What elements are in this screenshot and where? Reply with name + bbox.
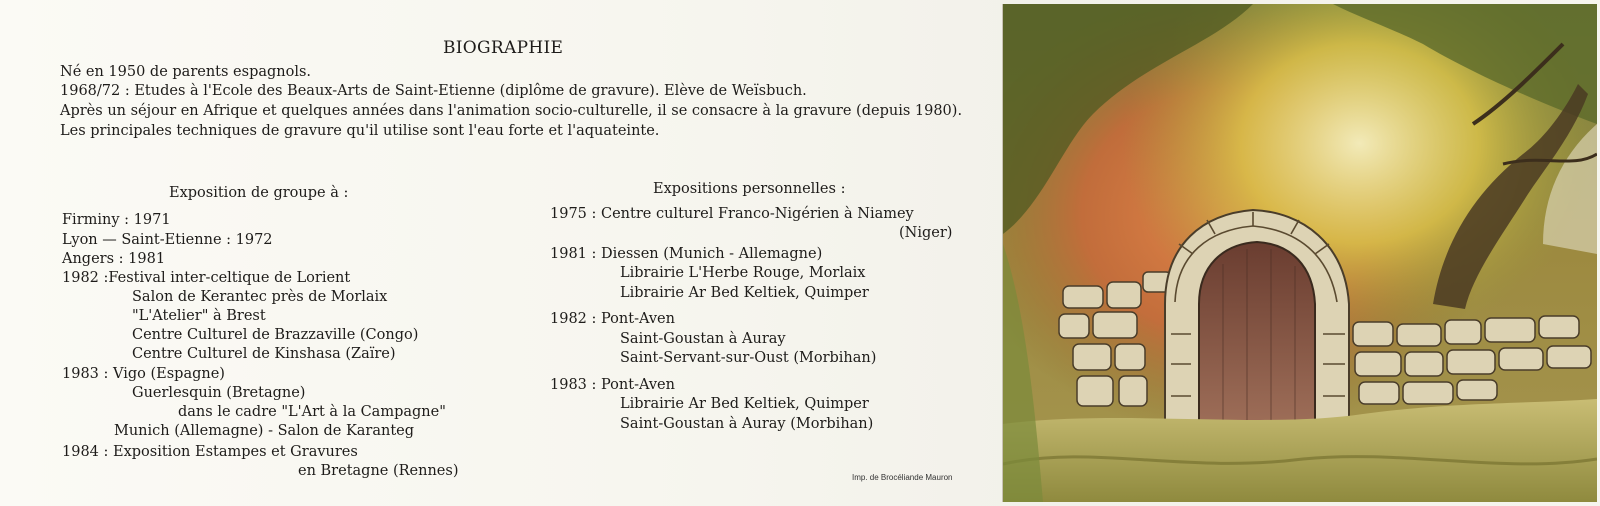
personal-exhibition-line: 1981 : Diessen (Munich - Allemagne) xyxy=(550,246,823,262)
personal-exhibition-line: Saint-Goustan à Auray xyxy=(620,331,786,347)
group-exhibition-line: 1983 : Vigo (Espagne) xyxy=(62,366,225,382)
stone-archway-artwork xyxy=(1002,4,1597,502)
group-exhibition-line: 1984 : Exposition Estampes et Gravures xyxy=(62,444,358,460)
group-exhibition-line: Centre Culturel de Brazzaville (Congo) xyxy=(132,327,419,343)
personal-exhibition-line: Librairie L'Herbe Rouge, Morlaix xyxy=(620,265,866,281)
group-exhibition-line: Salon de Kerantec près de Morlaix xyxy=(132,289,388,305)
personal-exhibitions-heading: Expositions personnelles : xyxy=(653,181,846,197)
personal-exhibition-line: Saint-Goustan à Auray (Morbihan) xyxy=(620,416,874,432)
group-exhibition-line: Munich (Allemagne) - Salon de Karanteg xyxy=(114,423,415,439)
personal-exhibition-line: 1975 : Centre culturel Franco-Nigérien à Niamey xyxy=(550,206,914,222)
group-exhibition-line: Guerlesquin (Bretagne) xyxy=(132,385,306,401)
group-exhibition-line: en Bretagne (Rennes) xyxy=(298,463,459,479)
stone-archway-etching-icon xyxy=(1003,4,1597,502)
biography-line: Après un séjour en Afrique et quelques années dans l'animation socio-culturelle, il se consacre à la gravure (depuis 1980). xyxy=(60,103,963,119)
group-exhibition-line: 1982 :Festival inter-celtique de Lorient xyxy=(62,270,351,286)
group-exhibitions-heading: Exposition de groupe à : xyxy=(169,185,349,201)
group-exhibition-line: "L'Atelier" à Brest xyxy=(132,308,266,324)
group-exhibition-line: Centre Culturel de Kinshasa (Zaïre) xyxy=(132,346,396,362)
printer-imprint: Imp. de Brocéliande Mauron xyxy=(852,473,953,482)
biography-title: BIOGRAPHIE xyxy=(443,38,564,58)
personal-exhibition-line: 1983 : Pont-Aven xyxy=(550,377,675,393)
group-exhibition-line: Firminy : 1971 xyxy=(62,212,171,228)
biography-line: Les principales techniques de gravure qu'il utilise sont l'eau forte et l'aquateinte. xyxy=(60,123,660,139)
personal-exhibition-line: 1982 : Pont-Aven xyxy=(550,311,675,327)
group-exhibition-line: dans le cadre "L'Art à la Campagne" xyxy=(178,404,446,420)
personal-exhibition-line: Saint-Servant-sur-Oust (Morbihan) xyxy=(620,350,877,366)
group-exhibition-line: Lyon — Saint-Etienne : 1972 xyxy=(62,232,273,248)
group-exhibition-line: Angers : 1981 xyxy=(62,251,166,267)
biography-line: 1968/72 : Etudes à l'Ecole des Beaux-Arts de Saint-Etienne (diplôme de gravure). Elève de Weïsbuch. xyxy=(60,83,807,99)
personal-exhibition-line: Librairie Ar Bed Keltiek, Quimper xyxy=(620,396,869,412)
personal-exhibition-line: (Niger) xyxy=(899,225,953,241)
biography-line: Né en 1950 de parents espagnols. xyxy=(60,64,312,80)
personal-exhibition-line: Librairie Ar Bed Keltiek, Quimper xyxy=(620,285,869,301)
